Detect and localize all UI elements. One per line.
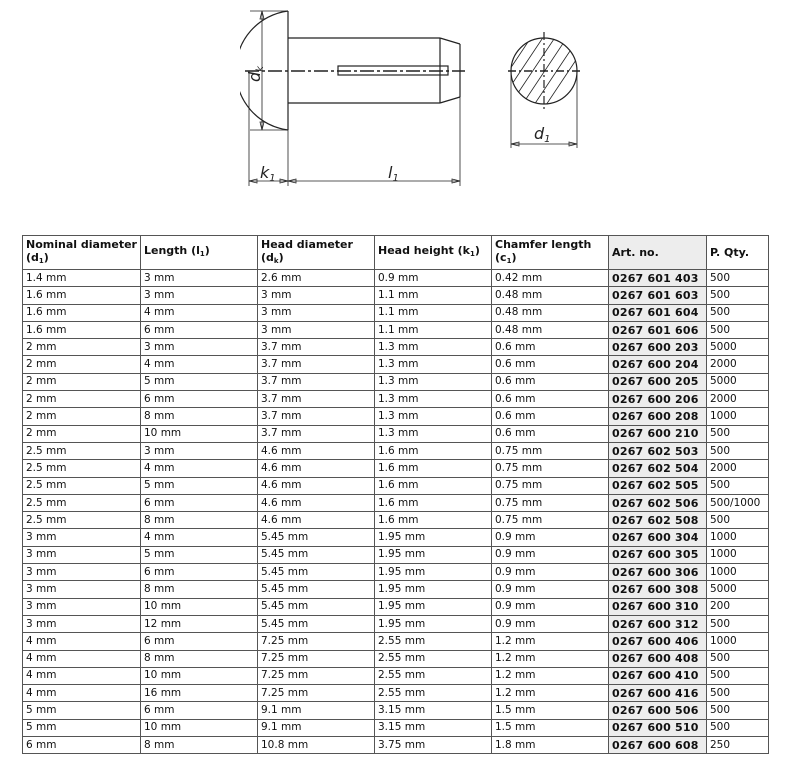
cell-head-height: 3.75 mm [375,737,492,754]
cell-art-no: 0267 600 506 [609,702,707,719]
column-header-length: Length $(l_1)$ [141,236,258,270]
table-row [23,270,769,287]
cell-nominal-diameter: 2 mm [23,425,141,442]
cell-head-diameter: 4.6 mm [258,477,375,494]
cell-head-height: 2.55 mm [375,685,492,702]
cell-art-no: 0267 600 416 [609,685,707,702]
cell-nominal-diameter: 5 mm [23,719,141,736]
cell-head-diameter: 3 mm [258,304,375,321]
cell-length: 4 mm [141,529,258,546]
cell-length: 8 mm [141,408,258,425]
table-row [23,581,769,598]
cell-length: 4 mm [141,356,258,373]
cell-head-diameter: 3.7 mm [258,408,375,425]
cell-nominal-diameter: 1.4 mm [23,270,141,287]
table-row [23,321,769,338]
cell-package-qty: 5000 [707,373,769,390]
cell-length: 16 mm [141,685,258,702]
table-row [23,667,769,684]
cell-chamfer-length: 1.2 mm [492,685,609,702]
cell-package-qty: 500 [707,650,769,667]
cell-head-diameter: 2.6 mm [258,270,375,287]
cell-chamfer-length: 0.9 mm [492,615,609,632]
cell-length: 10 mm [141,667,258,684]
cell-chamfer-length: 0.9 mm [492,581,609,598]
column-header-chamfer-length: Chamfer length $(c_1)$ [492,236,609,270]
table-row [23,719,769,736]
cell-head-height: 1.95 mm [375,581,492,598]
cell-head-diameter: 3.7 mm [258,373,375,390]
cell-nominal-diameter: 3 mm [23,529,141,546]
cell-head-diameter: 3.7 mm [258,339,375,356]
cell-length: 10 mm [141,598,258,615]
cell-length: 8 mm [141,581,258,598]
cell-package-qty: 500 [707,477,769,494]
table-row [23,685,769,702]
cell-head-diameter: 5.45 mm [258,529,375,546]
cell-head-diameter: 7.25 mm [258,667,375,684]
table-row [23,633,769,650]
cell-head-diameter: 4.6 mm [258,442,375,459]
d1-label: d1 [534,124,551,145]
table-row [23,564,769,581]
cell-nominal-diameter: 3 mm [23,564,141,581]
cell-package-qty: 1000 [707,529,769,546]
cell-package-qty: 200 [707,598,769,615]
cell-head-diameter: 5.45 mm [258,598,375,615]
column-header-nominal-diameter: Nominal diameter $(d_1)$ [23,236,141,270]
cell-head-height: 3.15 mm [375,702,492,719]
cell-chamfer-length: 0.48 mm [492,321,609,338]
table-row [23,598,769,615]
cell-package-qty: 500 [707,685,769,702]
cell-package-qty: 2000 [707,460,769,477]
cell-nominal-diameter: 6 mm [23,737,141,754]
cell-length: 8 mm [141,650,258,667]
cell-chamfer-length: 0.9 mm [492,529,609,546]
cell-head-diameter: 7.25 mm [258,685,375,702]
table-row [23,529,769,546]
cell-head-diameter: 4.6 mm [258,460,375,477]
cell-nominal-diameter: 4 mm [23,633,141,650]
cell-chamfer-length: 0.6 mm [492,339,609,356]
table-row [23,494,769,511]
cell-head-diameter: 7.25 mm [258,650,375,667]
cell-nominal-diameter: 4 mm [23,650,141,667]
cell-package-qty: 2000 [707,356,769,373]
cell-length: 8 mm [141,512,258,529]
cell-nominal-diameter: 3 mm [23,615,141,632]
cell-length: 6 mm [141,494,258,511]
cell-package-qty: 500 [707,442,769,459]
dk-label: dk [245,66,266,82]
cell-head-height: 1.6 mm [375,442,492,459]
cell-length: 5 mm [141,373,258,390]
cell-art-no: 0267 601 603 [609,287,707,304]
cell-art-no: 0267 600 408 [609,650,707,667]
cell-head-diameter: 5.45 mm [258,564,375,581]
table-row [23,304,769,321]
cell-package-qty: 500 [707,719,769,736]
cell-art-no: 0267 602 503 [609,442,707,459]
cell-head-height: 1.95 mm [375,529,492,546]
cell-length: 6 mm [141,321,258,338]
cell-chamfer-length: 0.48 mm [492,287,609,304]
table-row [23,615,769,632]
table-row [23,373,769,390]
table-row [23,425,769,442]
cell-nominal-diameter: 5 mm [23,702,141,719]
cell-nominal-diameter: 1.6 mm [23,287,141,304]
cell-head-height: 3.15 mm [375,719,492,736]
cell-nominal-diameter: 2.5 mm [23,494,141,511]
cell-art-no: 0267 600 608 [609,737,707,754]
cell-chamfer-length: 0.6 mm [492,408,609,425]
cell-chamfer-length: 0.42 mm [492,270,609,287]
cell-art-no: 0267 600 206 [609,391,707,408]
table-row [23,287,769,304]
cell-art-no: 0267 600 304 [609,529,707,546]
cell-head-height: 1.6 mm [375,460,492,477]
cell-package-qty: 5000 [707,339,769,356]
table-row [23,408,769,425]
table-row [23,442,769,459]
cell-head-height: 0.9 mm [375,270,492,287]
cell-head-diameter: 3.7 mm [258,425,375,442]
table-row [23,702,769,719]
cell-chamfer-length: 1.5 mm [492,719,609,736]
grooved-pin-cross-section-drawing [490,20,600,160]
cell-chamfer-length: 0.48 mm [492,304,609,321]
cell-chamfer-length: 0.9 mm [492,564,609,581]
cell-nominal-diameter: 4 mm [23,685,141,702]
cell-art-no: 0267 600 203 [609,339,707,356]
cell-length: 6 mm [141,391,258,408]
column-header-package-qty: P. Qty. [707,236,769,270]
table-row [23,512,769,529]
cell-head-height: 1.3 mm [375,373,492,390]
cell-head-diameter: 3.7 mm [258,356,375,373]
table-row [23,650,769,667]
cell-art-no: 0267 602 504 [609,460,707,477]
l1-label: l1 [388,163,399,184]
cell-package-qty: 1000 [707,564,769,581]
cell-length: 6 mm [141,633,258,650]
cell-length: 3 mm [141,442,258,459]
cell-head-height: 1.1 mm [375,287,492,304]
cell-package-qty: 1000 [707,633,769,650]
cell-head-height: 1.3 mm [375,356,492,373]
cell-chamfer-length: 1.8 mm [492,737,609,754]
cell-nominal-diameter: 1.6 mm [23,304,141,321]
cell-head-diameter: 3.7 mm [258,391,375,408]
cell-nominal-diameter: 3 mm [23,546,141,563]
cell-nominal-diameter: 2 mm [23,339,141,356]
cell-art-no: 0267 602 505 [609,477,707,494]
cell-art-no: 0267 600 406 [609,633,707,650]
cell-head-diameter: 5.45 mm [258,615,375,632]
cell-head-diameter: 5.45 mm [258,546,375,563]
table-row [23,339,769,356]
cell-head-height: 1.95 mm [375,615,492,632]
table-row [23,391,769,408]
cell-head-height: 1.1 mm [375,321,492,338]
cell-nominal-diameter: 2 mm [23,356,141,373]
cell-art-no: 0267 600 305 [609,546,707,563]
grooved-pin-side-view-drawing [240,0,480,200]
cell-head-diameter: 9.1 mm [258,702,375,719]
column-header-art-no: Art. no. [609,236,707,270]
cell-package-qty: 500 [707,667,769,684]
cell-chamfer-length: 0.9 mm [492,546,609,563]
cell-length: 3 mm [141,270,258,287]
cell-package-qty: 500 [707,702,769,719]
cell-art-no: 0267 601 403 [609,270,707,287]
table-row [23,460,769,477]
cell-package-qty: 250 [707,737,769,754]
cell-nominal-diameter: 2 mm [23,408,141,425]
table-row [23,356,769,373]
cell-chamfer-length: 0.6 mm [492,391,609,408]
cell-nominal-diameter: 2.5 mm [23,460,141,477]
cell-package-qty: 1000 [707,546,769,563]
cell-chamfer-length: 0.75 mm [492,442,609,459]
cell-chamfer-length: 1.5 mm [492,702,609,719]
table-row [23,546,769,563]
cell-length: 3 mm [141,287,258,304]
cell-head-height: 1.6 mm [375,512,492,529]
cell-chamfer-length: 1.2 mm [492,650,609,667]
cell-nominal-diameter: 3 mm [23,598,141,615]
cell-length: 12 mm [141,615,258,632]
cell-chamfer-length: 0.75 mm [492,494,609,511]
cell-length: 6 mm [141,564,258,581]
cell-head-diameter: 5.45 mm [258,581,375,598]
cell-head-height: 1.6 mm [375,477,492,494]
cell-art-no: 0267 600 306 [609,564,707,581]
cell-package-qty: 500 [707,287,769,304]
cell-head-height: 1.3 mm [375,391,492,408]
cell-length: 10 mm [141,425,258,442]
cell-length: 8 mm [141,737,258,754]
cell-nominal-diameter: 3 mm [23,581,141,598]
pin-specification-table [22,235,769,754]
cell-package-qty: 500 [707,512,769,529]
cell-head-height: 1.3 mm [375,425,492,442]
cell-head-diameter: 4.6 mm [258,494,375,511]
cell-chamfer-length: 0.75 mm [492,512,609,529]
cell-head-height: 2.55 mm [375,633,492,650]
cell-length: 4 mm [141,304,258,321]
cell-art-no: 0267 601 606 [609,321,707,338]
table-header-row [23,236,769,270]
cell-art-no: 0267 600 210 [609,425,707,442]
cell-art-no: 0267 600 208 [609,408,707,425]
cell-package-qty: 500 [707,615,769,632]
cell-art-no: 0267 602 508 [609,512,707,529]
cell-nominal-diameter: 2 mm [23,391,141,408]
cell-head-diameter: 3 mm [258,321,375,338]
cell-art-no: 0267 602 506 [609,494,707,511]
cell-head-diameter: 3 mm [258,287,375,304]
cell-head-height: 1.3 mm [375,339,492,356]
cell-nominal-diameter: 4 mm [23,667,141,684]
cell-package-qty: 500 [707,321,769,338]
cell-head-height: 1.6 mm [375,494,492,511]
cell-art-no: 0267 600 510 [609,719,707,736]
cell-art-no: 0267 600 312 [609,615,707,632]
cell-head-diameter: 9.1 mm [258,719,375,736]
cell-nominal-diameter: 2 mm [23,373,141,390]
column-header-head-diameter: Head diameter $(d_k)$ [258,236,375,270]
cell-art-no: 0267 600 205 [609,373,707,390]
cell-head-height: 1.95 mm [375,564,492,581]
cell-package-qty: 500 [707,425,769,442]
cell-length: 10 mm [141,719,258,736]
cell-package-qty: 1000 [707,408,769,425]
cell-chamfer-length: 0.9 mm [492,598,609,615]
cell-chamfer-length: 0.6 mm [492,373,609,390]
cell-package-qty: 5000 [707,581,769,598]
cell-head-height: 1.95 mm [375,598,492,615]
cell-head-height: 2.55 mm [375,667,492,684]
cell-length: 4 mm [141,460,258,477]
cell-art-no: 0267 600 204 [609,356,707,373]
cell-package-qty: 500 [707,304,769,321]
cell-head-height: 1.3 mm [375,408,492,425]
cell-chamfer-length: 0.6 mm [492,425,609,442]
cell-art-no: 0267 601 604 [609,304,707,321]
cell-head-height: 1.1 mm [375,304,492,321]
cell-head-height: 1.95 mm [375,546,492,563]
cell-nominal-diameter: 2.5 mm [23,477,141,494]
cell-chamfer-length: 1.2 mm [492,633,609,650]
cell-package-qty: 2000 [707,391,769,408]
cell-length: 5 mm [141,546,258,563]
table-row [23,477,769,494]
column-header-head-height: Head height $(k_1)$ [375,236,492,270]
cell-chamfer-length: 0.6 mm [492,356,609,373]
cell-nominal-diameter: 1.6 mm [23,321,141,338]
cell-length: 3 mm [141,339,258,356]
cell-length: 5 mm [141,477,258,494]
cell-art-no: 0267 600 308 [609,581,707,598]
cell-nominal-diameter: 2.5 mm [23,512,141,529]
cell-length: 6 mm [141,702,258,719]
cell-head-diameter: 7.25 mm [258,633,375,650]
k1-label: k1 [260,163,276,184]
cell-art-no: 0267 600 310 [609,598,707,615]
table-row [23,737,769,754]
cell-art-no: 0267 600 410 [609,667,707,684]
cell-package-qty: 500 [707,270,769,287]
cell-chamfer-length: 1.2 mm [492,667,609,684]
cell-nominal-diameter: 2.5 mm [23,442,141,459]
cell-chamfer-length: 0.75 mm [492,460,609,477]
cell-chamfer-length: 0.75 mm [492,477,609,494]
cell-head-diameter: 10.8 mm [258,737,375,754]
cell-head-height: 2.55 mm [375,650,492,667]
cell-head-diameter: 4.6 mm [258,512,375,529]
cell-package-qty: 500/1000 [707,494,769,511]
